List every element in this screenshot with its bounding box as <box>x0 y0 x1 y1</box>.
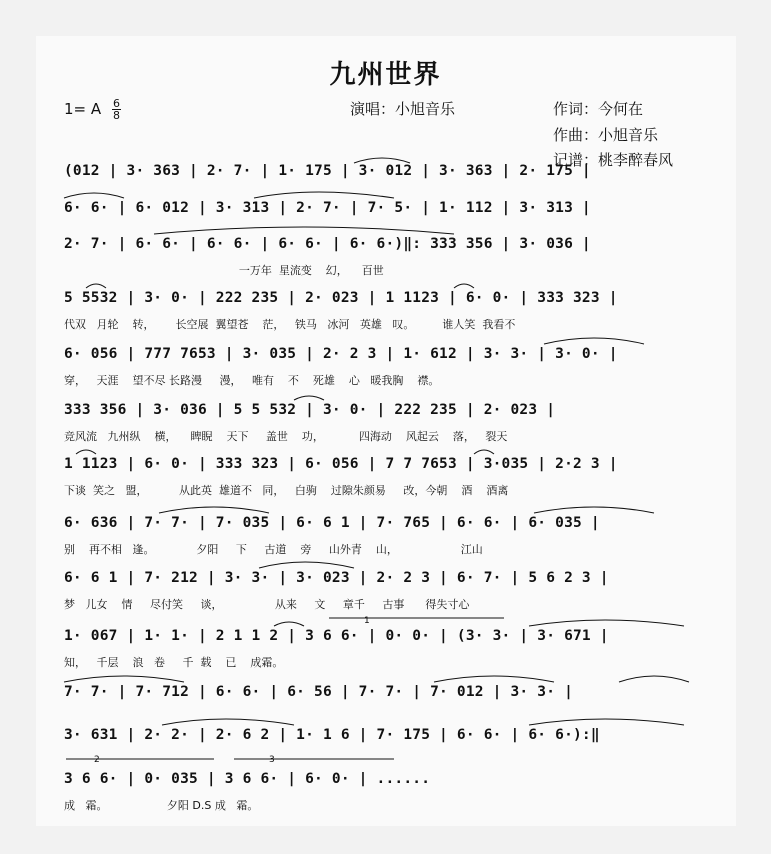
lyrics-line: 别 再不相 逢。 夕阳 下 古道 旁 山外青 山， 江山 <box>64 543 483 556</box>
transcriber-credit: 记谱：桃李醉春风 <box>553 151 674 169</box>
notes-line: 1· 067 | 1· 1· | 2 1 1 2 | 3 6 6· | 0· 0· | (3· 3· | 3· 671 | <box>64 628 609 644</box>
notes-line: 2· 7· | 6· 6· | 6· 6· | 6· 6· | 6· 6·)‖: 333 356 | 3· 036 | <box>64 236 591 252</box>
notes-line: 3 6 6· | 0· 035 | 3 6 6· | 6· 0· | ...... <box>64 771 431 787</box>
notes-line: 7· 7· | 7· 712 | 6· 6· | 6· 56 | 7· 7· | 7· 012 | 3· 3· | <box>64 684 573 700</box>
notes-line: 3· 631 | 2· 2· | 2· 6 2 | 1· 1 6 | 7· 175 | 6· 6· | 6· 6·):‖ <box>64 727 600 743</box>
lyrics-line: 穿， 天涯 望不尽 长路漫 漫， 唯有 不 死雄 心 暖我胸 襟。 <box>64 374 440 387</box>
time-sig-numerator: 6 <box>112 97 120 110</box>
lyrics-line: 一万年 星流变 幻， 百世 <box>64 264 384 277</box>
singer-credit: 演唱：小旭音乐 <box>350 100 456 118</box>
lyrics-line: 知， 千层 浪 卷 千 载 已 成霜。 <box>64 656 284 669</box>
time-sig-denominator: 8 <box>112 109 120 122</box>
notes-line: 6· 056 | 777 7653 | 3· 035 | 2· 2 3 | 1· 612 | 3· 3· | 3· 0· | <box>64 346 618 362</box>
volta-label-3: 3 <box>269 755 275 765</box>
notes-line: (012 | 3· 363 | 2· 7· | 1· 175 | 3· 012 | 3· 363 | 2· 175 | <box>64 163 591 179</box>
notes-line: 1 1123 | 6· 0· | 333 323 | 6· 056 | 7 7 7653 | 3·035 | 2·2 3 | <box>64 456 618 472</box>
lyrics-line: 竞风流 九州纵 横， 睥睨 天下 盖世 功， 四海动 风起云 落， 裂天 <box>64 430 508 443</box>
volta-label-1: 1 <box>364 616 370 626</box>
time-signature <box>112 98 121 121</box>
lyrics-line: 成 霜。 夕阳 D.S 成 霜。 <box>64 799 259 812</box>
composer-credit: 作曲：小旭音乐 <box>553 126 659 144</box>
lyricist-credit: 作词：今何在 <box>553 100 644 118</box>
song-title: 九州世界 <box>329 60 442 90</box>
lyrics-line: 梦 儿女 情 尽付笑 谈， 从来 文 章千 古事 得失寸心 <box>64 598 470 611</box>
notes-line: 5 5532 | 3· 0· | 222 235 | 2· 023 | 1 1123 | 6· 0· | 333 323 | <box>64 290 618 306</box>
notes-line: 6· 6· | 6· 012 | 3· 313 | 2· 7· | 7· 5· | 1· 112 | 3· 313 | <box>64 200 591 216</box>
lyrics-line: 下谈 笑之 盟， 从此英 雄道不 同， 白驹 过隙朱颜易 改，今朝 酒 酒离 <box>64 484 509 497</box>
key-signature <box>64 98 121 121</box>
key-label: 1= A <box>64 100 102 118</box>
notes-line: 6· 6 1 | 7· 212 | 3· 3· | 3· 023 | 2· 2 3 | 6· 7· | 5 6 2 3 | <box>64 570 609 586</box>
lyrics-line: 代双 月轮 转， 长空展 翼望苍 茫， 铁马 冰河 英雄 叹。 谁人笑 我看不 <box>64 318 516 331</box>
notes-line: 333 356 | 3· 036 | 5 5 532 | 3· 0· | 222 235 | 2· 023 | <box>64 402 556 418</box>
notes-line: 6· 636 | 7· 7· | 7· 035 | 6· 6 1 | 7· 765 | 6· 6· | 6· 035 | <box>64 515 600 531</box>
volta-label-2: 2 <box>94 755 100 765</box>
